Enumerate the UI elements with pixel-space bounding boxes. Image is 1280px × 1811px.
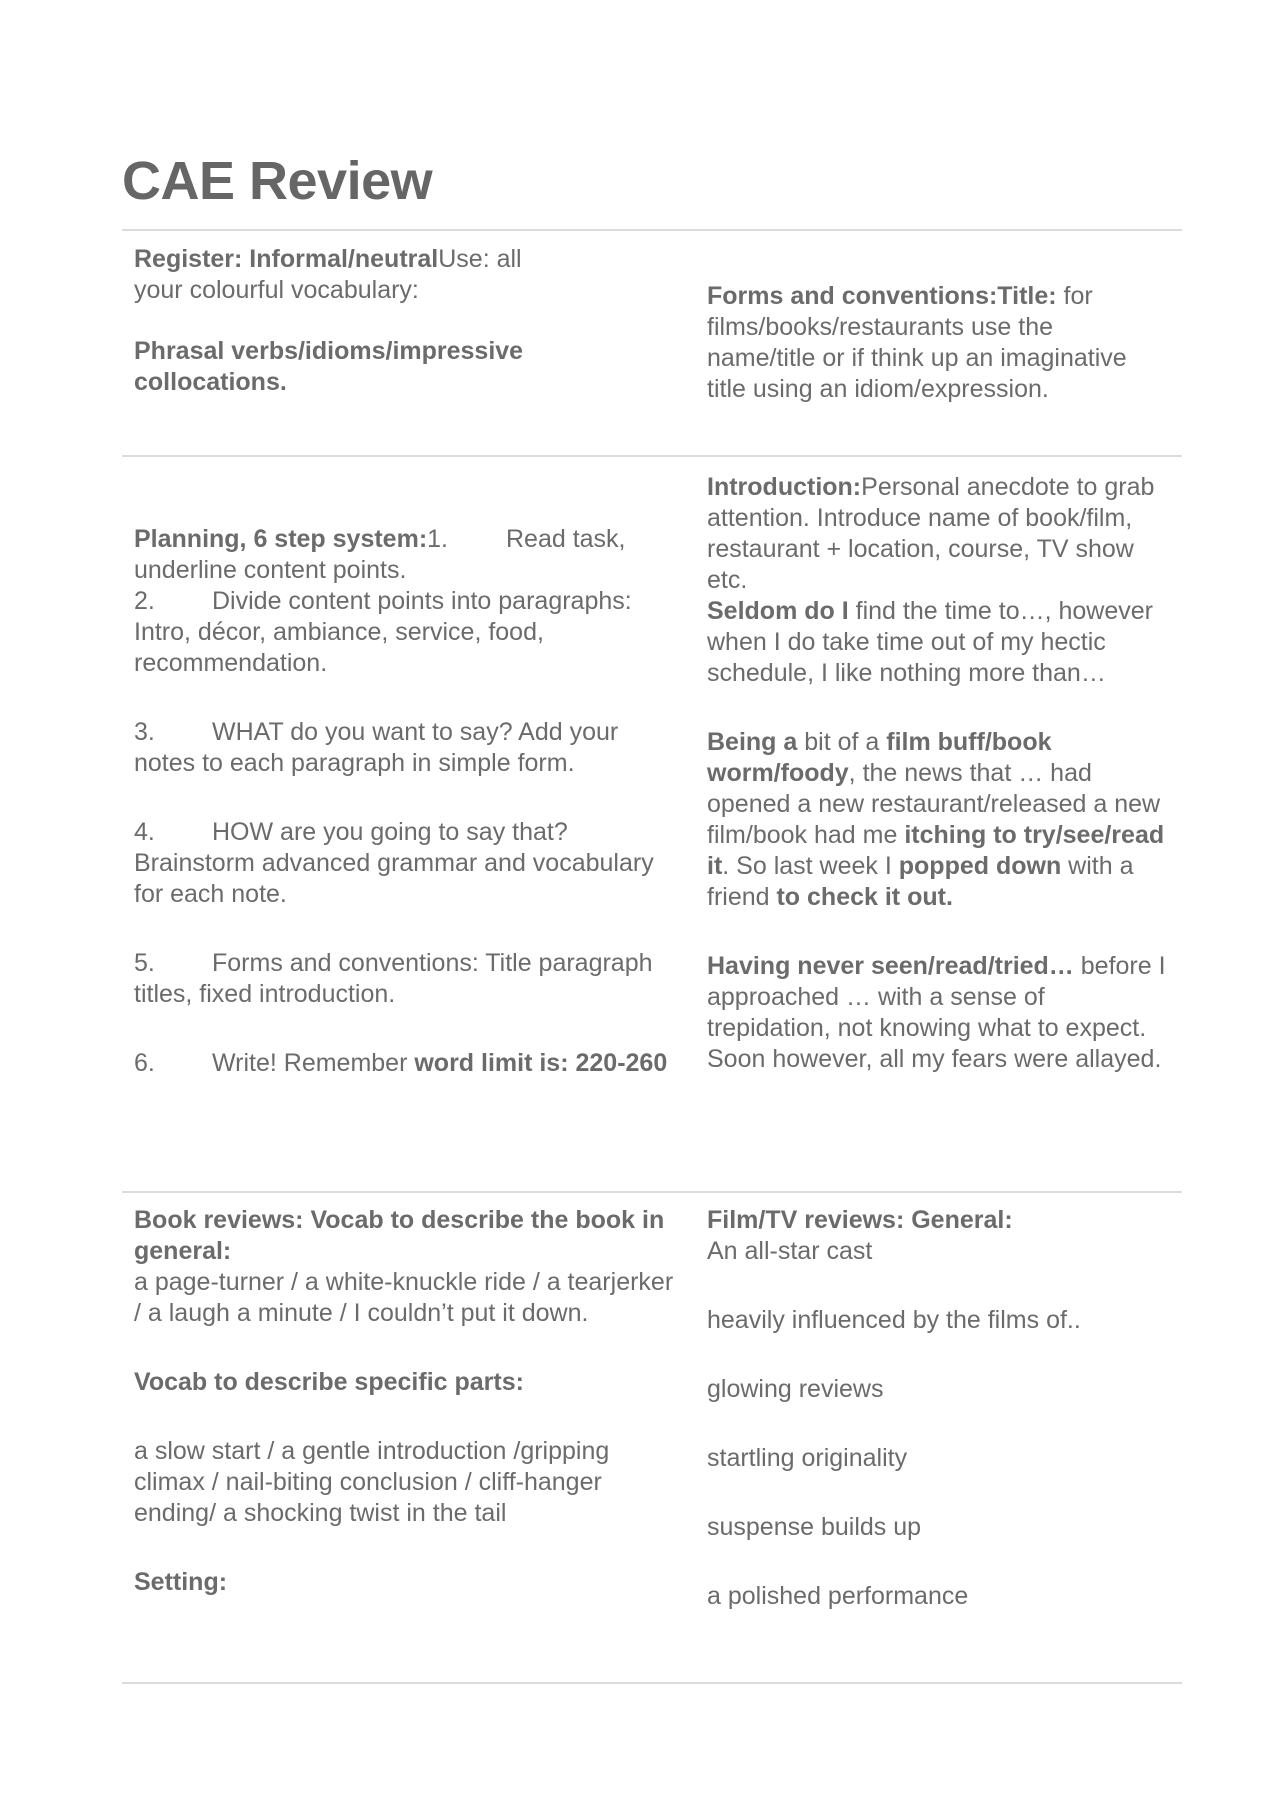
- setting-heading: [134, 1567, 674, 1598]
- film-vocab-item: startling originality: [707, 1444, 908, 1472]
- divider: [122, 229, 1182, 231]
- step-text: Write! Remember: [212, 1049, 415, 1077]
- introduction-cell: [707, 472, 1172, 1075]
- having-text: before I approached … with a sense of trepidation, not knowing what to expect. Soon however, all my fears were allayed.: [707, 952, 1166, 1073]
- bold-phrase: film buff/book worm/foody: [707, 728, 1052, 787]
- planning-step-5: [134, 948, 684, 1010]
- forms-conventions-cell: [707, 281, 1162, 405]
- register-label: Register: Informal/neutral: [134, 245, 439, 273]
- text-span: , the news that … had opened a new restaurant/released a new film/book had me: [707, 759, 1161, 849]
- film-vocab-item: a polished performance: [707, 1582, 969, 1610]
- seldom-paragraph: [707, 596, 1172, 689]
- book-reviews-cell: [134, 1205, 674, 1598]
- book-reviews-heading: [134, 1205, 674, 1267]
- bold-phrase: popped down: [898, 852, 1062, 880]
- planning-heading: Planning, 6 step system:: [134, 525, 428, 553]
- planning-step-1: [134, 524, 684, 586]
- step-number: 5.: [134, 949, 155, 977]
- divider: [122, 1682, 1182, 1684]
- step-number: 4.: [134, 818, 155, 846]
- step-number: 6.: [134, 1049, 155, 1077]
- register-cell: [134, 244, 574, 398]
- introduction-paragraph: [707, 472, 1172, 596]
- step-text: Divide content points into paragraphs: Intro, décor, ambiance, service, food, recommendation.: [134, 587, 632, 677]
- film-vocab-item: suspense builds up: [707, 1513, 922, 1541]
- being-paragraph: [707, 727, 1172, 913]
- seldom-label: Seldom do I: [707, 597, 849, 625]
- introduction-label: Introduction:: [707, 473, 862, 501]
- forms-conventions-text: for films/books/restaurants use the name/title or if think up an imaginative title using an idiom/expression.: [707, 282, 1127, 403]
- film-vocab-item: glowing reviews: [707, 1375, 884, 1403]
- introduction-text: Personal anecdote to grab attention. Introduce name of book/film, restaurant + location, course, TV show etc.: [707, 473, 1155, 594]
- text-span: bit of a: [797, 728, 887, 756]
- phrasal-verbs-label: Phrasal verbs/idioms/impressive collocations.: [134, 337, 524, 396]
- step-text: WHAT do you want to say? Add your notes to each paragraph in simple form.: [134, 718, 619, 777]
- step-number: 2.: [134, 587, 155, 615]
- heading-text: Setting:: [134, 1568, 228, 1596]
- bold-phrase: Being a: [707, 728, 798, 756]
- heading-text: Book reviews: Vocab to describe the book in general:: [134, 1206, 665, 1265]
- specific-parts-heading: [134, 1367, 674, 1398]
- planning-step-6: [134, 1048, 684, 1079]
- planning-step-4: [134, 817, 684, 910]
- book-general-vocab: a page-turner / a white-knuckle ride / a tearjerker / a laugh a minute / I couldn’t put it down.: [134, 1268, 674, 1327]
- heading-text: Film/TV reviews: General:: [707, 1206, 1013, 1234]
- planning-cell: [134, 524, 684, 1079]
- having-label: Having never seen/read/tried…: [707, 952, 1074, 980]
- page-title: CAE Review: [122, 151, 433, 211]
- planning-step-3: [134, 717, 684, 779]
- step-text: Forms and conventions: Title paragraph titles, fixed introduction.: [134, 949, 653, 1008]
- step-number: 1.: [427, 525, 448, 553]
- step-text: HOW are you going to say that? Brainstorm advanced grammar and vocabulary for each note.: [134, 818, 654, 908]
- bold-phrase: itching to try/see/read it: [707, 821, 1165, 880]
- film-vocab-item: An all-star cast: [707, 1237, 873, 1265]
- forms-conventions-label: Forms and conventions:Title:: [707, 282, 1057, 310]
- register-text: Use: all your colourful vocabulary:: [134, 245, 522, 304]
- forms-conventions-paragraph: [707, 281, 1162, 405]
- step-text: Read task, underline content points.: [134, 525, 626, 584]
- heading-text: Vocab to describe specific parts:: [134, 1368, 524, 1396]
- phrasal-verbs-paragraph: [134, 336, 574, 398]
- step-number: 3.: [134, 718, 155, 746]
- film-vocab-item: heavily influenced by the films of..: [707, 1306, 1081, 1334]
- text-span: with a friend: [707, 852, 1134, 911]
- film-reviews-heading: [707, 1205, 1172, 1236]
- specific-parts-vocab: a slow start / a gentle introduction /gripping climax / nail-biting conclusion / cliff-hanger ending/ a shocking twist in the tail: [134, 1437, 610, 1527]
- planning-step-2: [134, 586, 684, 679]
- bold-phrase: to check it out.: [776, 883, 953, 911]
- divider: [122, 1191, 1182, 1193]
- text-span: . So last week I: [722, 852, 899, 880]
- seldom-text: find the time to…, however when I do take time out of my hectic schedule, I like nothing more than…: [707, 597, 1153, 687]
- having-paragraph: [707, 951, 1172, 1075]
- film-reviews-cell: [707, 1205, 1172, 1612]
- register-paragraph: [134, 244, 574, 306]
- word-limit: word limit is: 220-260: [414, 1049, 668, 1077]
- divider: [122, 455, 1182, 457]
